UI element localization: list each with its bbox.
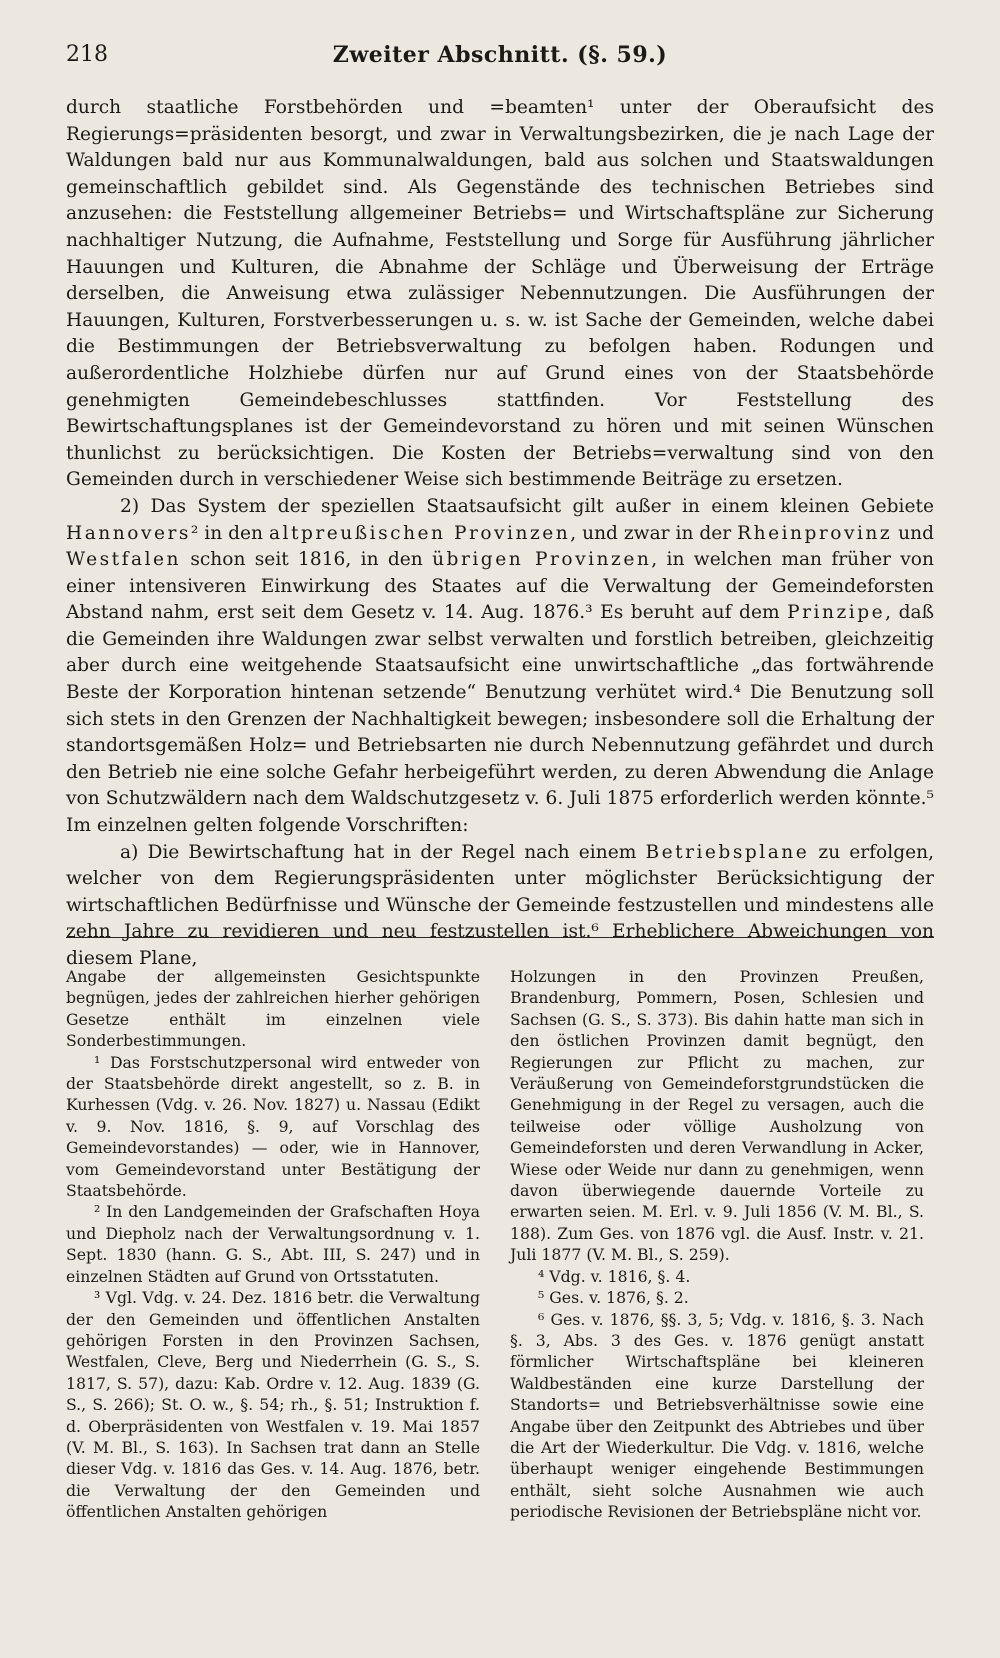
running-head: Zweiter Abschnitt. (§. 59.) [332,42,668,68]
spaced-term: Westfalen [66,549,182,571]
footnote-divider [66,937,934,938]
text-run: , daß die Gemeinden ihre Waldungen zwar selbst verwalten und forstlich betreiben, gleichzeitig aber durch eine weitgehende Staatsaufsicht eine unwirtschaftliche „das fortwährende Beste der Korporation hintenan setzende“ Benutzung verhütet wird.⁴ Die Benutzung soll sich stets in den Grenzen der Nachhaltigkeit bewegen; insbesondere soll die Erhaltung der standortsgemäßen Holz= und Betriebsarten nie durch Nebennutzung gefährdet und durch den Betrieb nie eine solche Gefahr herbeigeführt werden, zu deren Abwendung die Anlage von Schutzwäldern nach dem Waldschutzgesetz v. 6. Juli 1875 erforderlich werden könnte.⁵ Im einzelnen gelten folgende Vorschriften: [66,602,934,837]
spaced-term: Rheinprovinz [737,522,893,544]
text-run: ² in den [190,522,269,544]
paragraph-2 [66,494,934,840]
text-run: a) Die Bewirtschaftung hat in der Regel nach einem [120,841,646,863]
spaced-term: Betriebsplane [645,841,810,863]
footnotes-left-column [66,966,480,1523]
main-text [66,95,934,973]
page-number: 218 [66,42,108,67]
footnote-5: ⁵ Ges. v. 1876, §. 2. [538,1288,689,1308]
page-header [66,42,934,78]
footnote-3-continuation: Holzungen in den Provinzen Preußen, Brandenburg, Pommern, Posen, Schlesien und Sachsen (G. S., S. 373). Bis dahin hatte man sich in den östlichen Provinzen damit begnügt, den Regierungen zur Pflicht zu machen, zur Veräußerung von Gemeindeforstgrundstücken die Genehmigung in der Regel zu versagen, auch die teilweise oder völlige Ausholzung von Gemeindeforsten und deren Verwandlung in Acker, Wiese oder Weide nur dann zu genehmigen, wenn davon überwiegende dauernde Vorteile zu erwarten seien. M. Erl. v. 9. Juli 1856 (V. M. Bl., S. 188). Zum Ges. von 1876 vgl. die Ausf. Instr. v. 21. Juli 1877 (V. M. Bl., S. 259). [510,967,924,1265]
footnote-2: ² In den Landgemeinden der Grafschaften Hoya und Diepholz nach der Verwaltungsordnung v. 1. Sept. 1830 (hann. G. S., Abt. III, S. 247) und in einzelnen Städten auf Grund von Ortsstatuten. [66,1202,480,1286]
paragraph-1: durch staatliche Forstbehörden und =beamten¹ unter der Oberaufsicht des Regierungs=präsidenten besorgt, und zwar in Verwaltungsbezirken, die je nach Lage der Waldungen bald nur aus Kommunalwaldungen, bald aus solchen und Staatswaldungen gemeinschaftlich gebildet sind. Als Gegenstände des technischen Betriebes sind anzusehen: die Feststellung allgemeiner Betriebs= und Wirtschaftspläne zur Sicherung nachhaltiger Nutzung, die Aufnahme, Feststellung und Sorge für Ausführung jährlicher Hauungen und Kulturen, die Abnahme der Schläge und Überweisung der Erträge derselben, die Anweisung etwa zulässiger Nebennutzungen. Die Ausführungen der Hauungen, Kulturen, Forstverbesserungen u. s. w. ist Sache der Gemeinden, welche dabei die Bestimmungen der Betriebsverwaltung zu befolgen haben. Rodungen und außerordentliche Holzhiebe dürfen nur auf Grund eines von der Staatsbehörde genehmigten Gemeindebeschlusses stattfinden. Vor Feststellung des Bewirtschaftungsplanes ist der Gemeindevorstand zu hören und mit seinen Wünschen thunlichst zu berücksichtigen. Die Kosten der Betriebs=verwaltung sind von den Gemeinden durch in verschiedener Weise sich bestimmende Beiträge zu ersetzen. [66,97,934,491]
footnote-4: ⁴ Vdg. v. 1816, §. 4. [538,1266,691,1286]
text-run: , in welchen man früher von einer intensiveren Einwirkung des Staates auf die Verwaltung der Gemeindeforsten Abstand nahm, erst seit dem Gesetz v. 14. Aug. 1876.³ Es beruht auf dem [66,549,934,624]
footnote-continuation: Angabe der allgemeinsten Gesichtspunkte begnügen, jedes der zahlreichen hierher gehörigen Gesetze enthält im einzelnen viele Sonderbestimmungen. [66,967,480,1051]
footnote-6: ⁶ Ges. v. 1876, §§. 3, 5; Vdg. v. 1816, §. 3. Nach §. 3, Abs. 3 des Ges. v. 1876 genügt anstatt förmlicher Wirtschaftspläne bei kleineren Waldbeständen eine kurze Darstellung der Standorts= und Betriebsverhältnisse sowie eine Angabe über den Zeitpunkt des Abtriebes und über die Art der Wiederkultur. Die Vdg. v. 1816, welche überhaupt weniger eingehende Bestimmungen enthält, sieht solche Ausnahmen wie auch periodische Revisionen der Betriebspläne nicht vor. [510,1309,924,1522]
spaced-term: übrigen Provinzen [432,549,652,571]
footnote-3: ³ Vgl. Vdg. v. 24. Dez. 1816 betr. die Verwaltung der den Gemeinden und öffentlichen Anstalten gehörigen Forsten in den Provinzen Sachsen, Westfalen, Cleve, Berg und Niederrhein (G. S., S. 1817, S. 57), dazu: Kab. Ordre v. 12. Aug. 1839 (G. S., S. 266); St. O. w., §. 54; rh., §. 51; Instruktion f. d. Oberpräsidenten von Westfalen v. 19. Mai 1857 (V. M. Bl., S. 163). In Sachsen trat dann an Stelle dieser Vdg. v. 1816 das Ges. v. 14. Aug. 1876, betr. die Verwaltung der den Gemeinden und öffentlichen Anstalten gehörigen [66,1288,480,1522]
text-run: zu erfolgen, welcher von dem Regierungspräsidenten unter möglichster Berücksichtigung der wirtschaftlichen Bedürfnisse und Wünsche der Gemeinde festzustellen und mindestens alle zehn Jahre zu revidieren und neu festzustellen ist.⁶ Erheblichere Abweichungen von diesem Plane, [66,841,934,969]
spaced-term: Prinzipe [787,602,886,624]
footnotes-right-column [510,966,924,1523]
text-run: und [892,522,934,544]
paragraph-3 [66,840,934,973]
text-run: , und zwar in der [570,522,738,544]
spaced-term: Hannovers [66,522,191,544]
text-run: 2) Das System der speziellen Staatsaufsicht gilt außer in einem kleinen Gebiete [120,495,934,517]
footnote-1: ¹ Das Forstschutzpersonal wird entweder von der Staatsbehörde direkt angestellt, so z. B. in Kurhessen (Vdg. v. 26. Nov. 1827) u. Nassau (Edikt v. 9. Nov. 1816, §. 9, auf Vorschlag des Gemeindevorstandes) — oder, wie in Hannover, vom Gemeindevorstand unter Bestätigung der Staatsbehörde. [66,1052,480,1201]
spaced-term: altpreußischen Provinzen [268,522,571,544]
text-run: schon seit 1816, in den [181,549,433,571]
